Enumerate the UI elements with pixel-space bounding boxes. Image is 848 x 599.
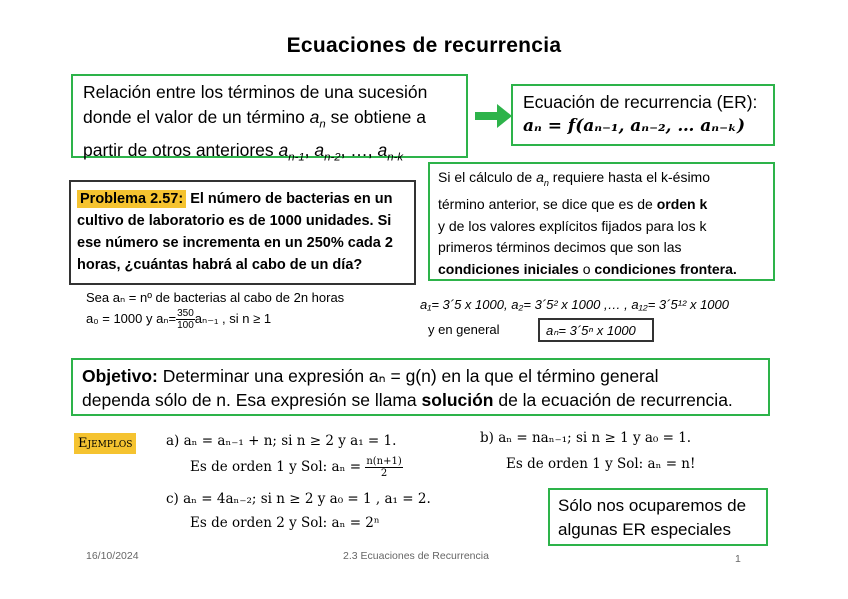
- general-formula-box: aₙ= 3´5ⁿ x 1000: [538, 318, 654, 342]
- right-arrow-icon: [475, 103, 513, 129]
- cond-or: o: [578, 260, 595, 277]
- cond-frontier: condiciones frontera.: [594, 260, 737, 277]
- example-c: c) aₙ = 4aₙ₋₂; si n ≥ 2 y a₀ = 1 , a₁ = 2.: [166, 491, 431, 507]
- cond-text: Si el cálculo de: [438, 169, 537, 185]
- objective-text-3: de la ecuación de recurrencia.: [493, 390, 733, 410]
- relation-sub: n: [319, 118, 326, 131]
- term-a2: a: [314, 139, 325, 160]
- relation-text: donde el valor de un término: [83, 107, 310, 127]
- cond-line-3: y de los valores explícitos fijados para los k: [438, 217, 707, 234]
- objective-box: [71, 358, 770, 416]
- relation-line-2: [83, 105, 456, 138]
- relation-var: a: [309, 107, 320, 127]
- sea-rec: aₙ₋₁ , si n ≥ 1: [194, 310, 272, 326]
- example-a-num: n(n+1): [366, 456, 402, 467]
- objective-solution: solución: [421, 390, 494, 410]
- problem-line-4: [77, 254, 408, 276]
- footer-date: 16/10/2024: [86, 550, 139, 562]
- sea-frac-den: 100: [177, 320, 194, 331]
- general-label: y en general: [428, 322, 500, 337]
- problem-line-3: [77, 232, 408, 254]
- relation-text-3: partir de otros anteriores: [83, 139, 279, 160]
- term-sub-k: n-k: [387, 151, 404, 163]
- example-b-solution: Es de orden 1 y Sol: aₙ = n!: [506, 456, 696, 472]
- special-line-2: algunas ER especiales: [558, 520, 731, 539]
- examples-label: Ejemplos: [74, 433, 136, 454]
- example-a-fraction: [365, 456, 402, 479]
- example-a-solution: [190, 456, 403, 479]
- cond-text-2: término anterior, se dice que es de: [438, 196, 657, 213]
- term-ak: a: [377, 139, 388, 160]
- cond-var: $a_n$: [536, 169, 549, 188]
- cond-text-post: requiere hasta el k-ésimo: [548, 169, 710, 185]
- cond-initial: condiciones iniciales: [438, 260, 579, 277]
- objective-line-2: [82, 388, 759, 412]
- cond-line-5: [438, 259, 765, 281]
- relation-line-1: Relación entre los términos de una sucesión: [83, 82, 428, 102]
- sea-a0: a₀ = 1000 y aₙ=: [86, 310, 177, 326]
- objective-label: Objetivo:: [82, 366, 158, 386]
- problem-line-2: [77, 210, 408, 232]
- problem-tag: Problema 2.57:: [77, 190, 186, 208]
- term-ellipsis: …,: [350, 139, 373, 160]
- term-a1: a: [278, 139, 289, 160]
- sequence-values: a₁= 3´5 x 1000, a₂= 3´5² x 1000 ,… , a₁₂= 3´5¹² x 1000: [420, 297, 729, 312]
- special-er-box: [548, 488, 768, 546]
- term-sub-1: n-1: [288, 151, 305, 163]
- er-formula: 𝒂ₙ = 𝒇(𝒂ₙ₋₁, 𝒂ₙ₋₂, … 𝒂ₙ₋ₖ): [523, 116, 745, 136]
- objective-text-2: dependa sólo de n. Esa expresión se llama: [82, 390, 422, 410]
- page-title: Ecuaciones de recurrencia: [286, 34, 562, 57]
- sea-frac-num: 350: [177, 308, 194, 319]
- conditions-box: [428, 162, 775, 281]
- objective-line-1: [82, 364, 759, 388]
- problem-line-1: [77, 188, 408, 210]
- sea-line-2: [86, 308, 271, 331]
- relation-box: [71, 74, 468, 163]
- cond-line-2: [438, 194, 765, 216]
- problem-text-1: El número de bacterias en un: [186, 191, 393, 207]
- cond-line-1: [438, 167, 765, 194]
- sea-fraction: [176, 308, 195, 331]
- problem-text-2: cultivo de laboratorio es de 1000 unidades. Si: [77, 213, 392, 229]
- objective-text-1: Determinar una expresión aₙ = g(n) en la que el término general: [157, 366, 659, 386]
- example-c-solution: Es de orden 2 y Sol: aₙ = 2ⁿ: [190, 515, 380, 531]
- footer-page: 1: [735, 553, 741, 565]
- example-b: b) aₙ = naₙ₋₁; si n ≥ 1 y a₀ = 1.: [480, 430, 692, 446]
- relation-line-3: partir de otros anteriores $a_{n-1}$, $a_{n-2}$, …, $a_{n-k}$: [83, 139, 404, 163]
- example-a: a) aₙ = aₙ₋₁ + n; si n ≥ 2 y a₁ = 1.: [166, 433, 397, 449]
- problem-text-4: horas, ¿cuántas habrá al cabo de un día?: [77, 257, 363, 273]
- cond-order: orden k: [656, 196, 708, 213]
- example-a-den: 2: [380, 468, 388, 479]
- footer-title: 2.3 Ecuaciones de Recurrencia: [343, 550, 489, 562]
- cond-line-4: primeros términos decimos que son las: [438, 239, 682, 256]
- special-line-1: Sólo nos ocuparemos de: [558, 496, 747, 515]
- relation-text-post: se obtiene a: [325, 107, 426, 127]
- term-sub-2: n-2: [324, 151, 341, 163]
- er-box: [511, 84, 775, 146]
- problem-text-3: ese número se incrementa en un 250% cada 2: [77, 235, 393, 251]
- problem-box: [69, 180, 416, 285]
- sea-line-1: Sea aₙ = nº de bacterias al cabo de 2n horas: [86, 290, 345, 305]
- er-heading: Ecuación de recurrencia (ER):: [523, 92, 758, 112]
- example-a-sol-text: Es de orden 1 y Sol: aₙ =: [190, 459, 366, 475]
